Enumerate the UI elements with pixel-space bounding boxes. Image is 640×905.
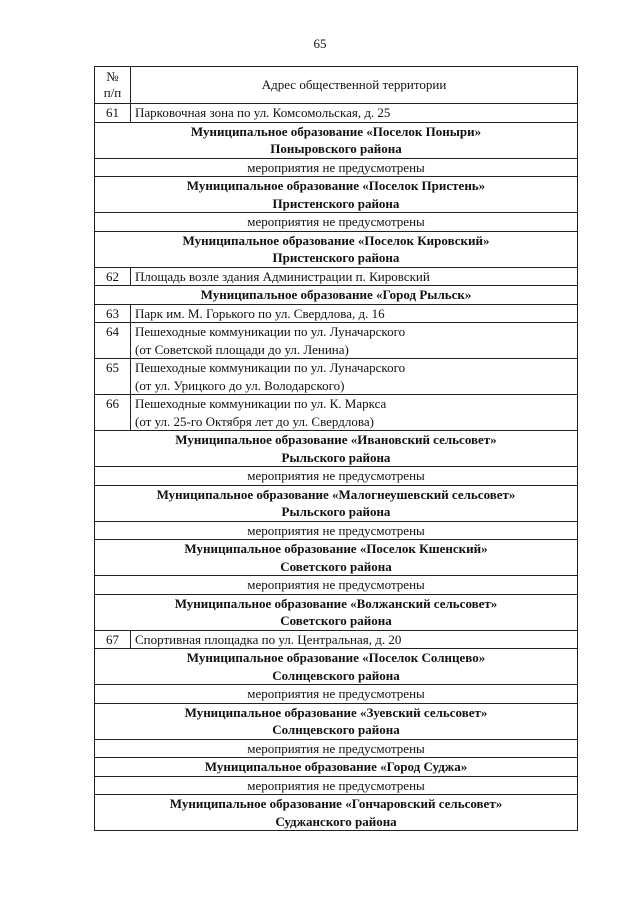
row-number: 63 [95, 304, 131, 323]
territory-address [131, 267, 578, 286]
table-body [95, 104, 578, 831]
address-line: Пешеходные коммуникации по ул. Луначарского [135, 324, 406, 339]
municipality-section-row [95, 703, 578, 739]
territory-row [95, 630, 578, 649]
address-line: Пешеходные коммуникации по ул. Луначарского [135, 360, 406, 375]
no-measures-row [95, 576, 578, 595]
territory-table [94, 66, 578, 831]
address-line: (от ул. 25-го Октября лет до ул. Свердлова) [135, 413, 374, 429]
municipality-heading-line: Солнцевского района [272, 667, 400, 683]
municipality-heading-line: Муниципальное образование «Город Рыльск» [200, 287, 472, 302]
municipality-section-row [95, 594, 578, 630]
address-line: Пешеходные коммуникации по ул. К. Маркса [135, 396, 387, 411]
municipality-heading-line: Муниципальное образование «Малогнеушевский сельсовет» [156, 486, 516, 502]
municipality-heading-line: Муниципальное образование «Волжанский сельсовет» [174, 595, 498, 611]
territory-row [95, 359, 578, 395]
municipality-heading-line: Муниципальное образование «Поселок Поныри» [190, 123, 482, 139]
page-number: 65 [313, 36, 327, 51]
municipality-heading [95, 758, 578, 777]
address-line: Площадь возле здания Администрации п. Кировский [135, 268, 430, 284]
row-number: 64 [95, 323, 131, 359]
municipality-heading [95, 122, 578, 158]
no-measures-row [95, 521, 578, 540]
no-measures-row [95, 685, 578, 704]
no-measures-row [95, 213, 578, 232]
municipality-section-row [95, 231, 578, 267]
municipality-heading [95, 485, 578, 521]
territory-address [131, 104, 578, 123]
municipality-heading [95, 540, 578, 576]
row-number: 61 [95, 104, 131, 123]
municipality-heading-line: Рыльского района [281, 504, 391, 519]
no-measures-note: мероприятия не предусмотрены [95, 576, 578, 595]
municipality-heading-line: Муниципальное образование «Поселок Пристень» [186, 178, 486, 193]
municipality-section-row [95, 795, 578, 831]
municipality-heading-line: Советского района [280, 613, 392, 628]
municipality-heading-line: Пристенского района [272, 250, 400, 265]
municipality-section-row [95, 122, 578, 158]
no-measures-note: мероприятия не предусмотрены [95, 521, 578, 540]
row-number: 67 [95, 630, 131, 649]
no-measures-row [95, 467, 578, 486]
municipality-heading [95, 177, 578, 213]
municipality-heading-line: Солнцевского района [272, 722, 400, 737]
number-abbr: п/п [103, 85, 122, 100]
territory-address [131, 323, 578, 359]
territory-address [131, 304, 578, 323]
municipality-section-row [95, 649, 578, 685]
municipality-section-row [95, 540, 578, 576]
municipality-heading-line: Муниципальное образование «Зуевский сельсовет» [184, 704, 488, 720]
territory-address [131, 630, 578, 649]
territory-row [95, 104, 578, 123]
address-line: (от ул. Урицкого до ул. Володарского) [135, 377, 345, 393]
row-number: 66 [95, 395, 131, 431]
municipality-section-row [95, 431, 578, 467]
table-header [95, 67, 578, 104]
municipality-heading-line: Пристенского района [272, 195, 400, 211]
territory-row [95, 267, 578, 286]
municipality-heading-line: Суджанского района [275, 813, 397, 829]
no-measures-note: мероприятия не предусмотрены [95, 739, 578, 758]
municipality-heading [95, 649, 578, 685]
no-measures-note: мероприятия не предусмотрены [95, 213, 578, 232]
no-measures-row [95, 776, 578, 795]
municipality-heading-line: Рыльского района [281, 449, 391, 465]
no-measures-note: мероприятия не предусмотрены [95, 685, 578, 704]
municipality-heading-line: Муниципальное образование «Ивановский сельсовет» [175, 432, 497, 447]
municipality-section-row [95, 177, 578, 213]
row-number: 65 [95, 359, 131, 395]
no-measures-note: мероприятия не предусмотрены [95, 467, 578, 486]
territory-address [131, 395, 578, 431]
address-line: (от Советской площади до ул. Ленина) [135, 341, 349, 357]
municipality-heading [95, 286, 578, 305]
municipality-section-row [95, 485, 578, 521]
address-line: Парковочная зона по ул. Комсомольская, д. 25 [135, 105, 391, 120]
address-column-header: Адрес общественной территории [131, 67, 578, 104]
municipality-heading-line: Поныровского района [270, 141, 402, 156]
municipality-heading-line: Муниципальное образование «Поселок Кшенский» [184, 541, 488, 556]
no-measures-row [95, 158, 578, 177]
no-measures-note: мероприятия не предусмотрены [95, 776, 578, 795]
address-line: Спортивная площадка по ул. Центральная, д. 20 [135, 631, 402, 647]
municipality-heading-line: Муниципальное образование «Поселок Солнцево» [186, 650, 486, 665]
municipality-heading-line: Муниципальное образование «Поселок Кировский» [182, 232, 490, 248]
municipality-heading [95, 795, 578, 831]
territory-row [95, 395, 578, 431]
number-sign: № [106, 69, 119, 84]
municipality-section-row [95, 286, 578, 305]
municipality-heading-line: Советского района [280, 558, 392, 574]
municipality-section-row [95, 758, 578, 777]
no-measures-row [95, 739, 578, 758]
address-line: Парк им. М. Горького по ул. Свердлова, д. 16 [135, 305, 385, 321]
number-column-header [95, 67, 131, 104]
territory-address [131, 359, 578, 395]
municipality-heading [95, 594, 578, 630]
territory-row [95, 323, 578, 359]
municipality-heading [95, 231, 578, 267]
territory-row [95, 304, 578, 323]
municipality-heading-line: Муниципальное образование «Гончаровский сельсовет» [169, 796, 503, 811]
municipality-heading-line: Муниципальное образование «Город Суджа» [204, 759, 468, 774]
no-measures-note: мероприятия не предусмотрены [95, 158, 578, 177]
header-row [95, 67, 578, 104]
municipality-heading [95, 703, 578, 739]
row-number: 62 [95, 267, 131, 286]
municipality-heading [95, 431, 578, 467]
